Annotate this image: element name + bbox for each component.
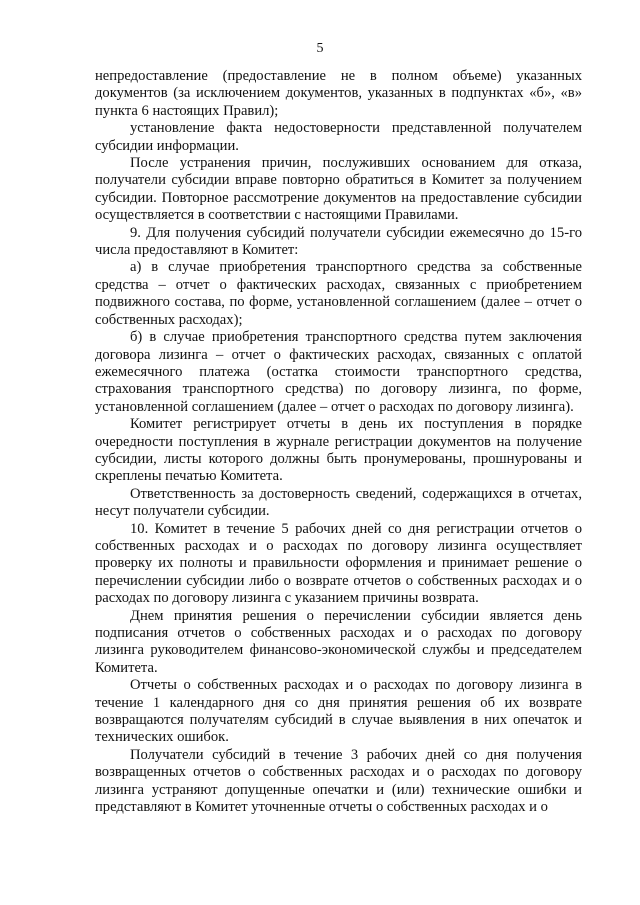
- paragraph-decision-day: Днем принятия решения о перечислении субсидии является день подписания отчетов о собственных расходах и о расходах по договору лизинга руководителем финансово-экономической службы и председателем Комитета.: [95, 607, 582, 676]
- paragraph-subclause-b: б) в случае приобретения транспортного средства путем заключения договора лизинга – отчет о фактических расходах, связанных с оплатой ежемесячного платежа (остатка стоимости транспортного средства, страхования транспортного средства) по договору лизинга, по форме, установленной соглашением (далее – отчет о расходах по договору лизинга).: [95, 329, 582, 415]
- paragraph-registration: Комитет регистрирует отчеты в день их поступления в порядке очередности поступления в журнале регистрации документов на получение субсидии, листы которого должны быть пронумерованы, прошнурованы и скреплены печатью Комитета.: [95, 416, 582, 485]
- paragraph-clause-9: 9. Для получения субсидий получатели субсидии ежемесячно до 15-го числа предоставляют в Комитет:: [95, 224, 582, 259]
- paragraph-corrections: Получатели субсидий в течение 3 рабочих дней со дня получения возвращенных отчетов о собственных расходах и о расходах по договору лизинга устраняют допущенные опечатки и (или) технические ошибки и представляют в Комитет уточненные отчеты о собственных расходах и о: [95, 746, 582, 816]
- paragraph-clause-10: 10. Комитет в течение 5 рабочих дней со дня регистрации отчетов о собственных расходах и о расходах по договору лизинга осуществляет проверку их полноты и правильности оформления и принимает решение о перечислении субсидии либо о возврате отчетов о собственных расходах и о расходах по договору лизинга с указанием причины возврата.: [95, 520, 582, 607]
- paragraph-continuation: непредоставление (предоставление не в полном объеме) указанных документов (за исключением документов, указанных в подпунктах «б», «в» пункта 6 настоящих Правил);: [95, 68, 582, 119]
- document-body: [95, 68, 582, 816]
- page-number: 5: [316, 41, 324, 56]
- paragraph-return-reports: Отчеты о собственных расходах и о расходах по договору лизинга в течение 1 календарного дня со дня принятия решения об их возврате возвращаются получателям субсидий в случае выявления в них опечаток и технических ошибок.: [95, 677, 582, 746]
- paragraph-unreliable-info: установление факта недостоверности представленной получателем субсидии информации.: [95, 120, 582, 154]
- paragraph-responsibility: Ответственность за достоверность сведений, содержащихся в отчетах, несут получатели субсидии.: [95, 485, 582, 520]
- paragraph-reapply: После устранения причин, послуживших основанием для отказа, получатели субсидии вправе повторно обратиться в Комитет за получением субсидии. Повторное рассмотрение документов на предоставление субсидии осуществляется в соответствии с настоящими Правилами.: [95, 155, 582, 224]
- paragraph-subclause-a: а) в случае приобретения транспортного средства за собственные средства – отчет о фактических расходах, связанных с приобретением подвижного состава, по форме, установленной соглашением (далее – отчет о собственных расходах);: [95, 259, 582, 328]
